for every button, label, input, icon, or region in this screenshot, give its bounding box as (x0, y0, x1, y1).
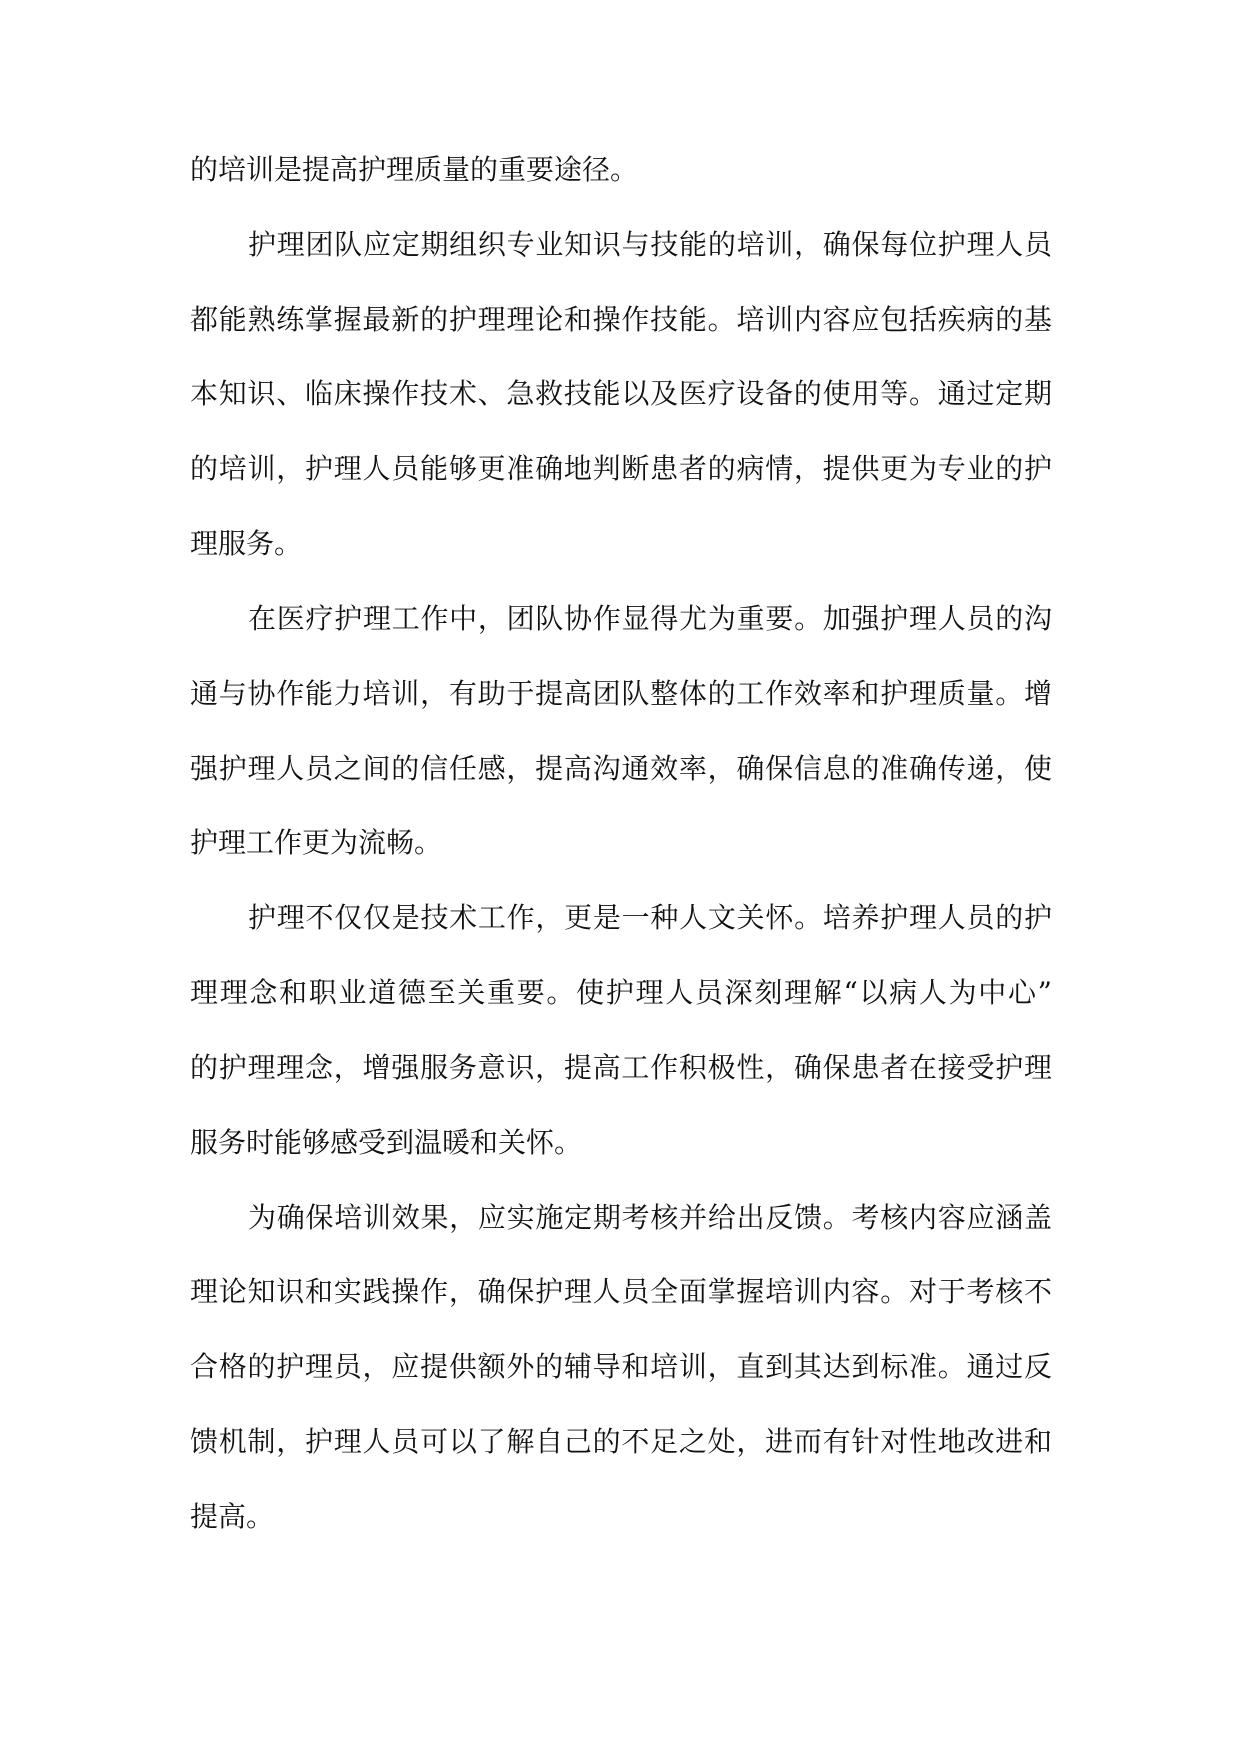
text-line: 理理念和职业道德至关重要。使护理人员深刻理解“以病人为中心” (190, 976, 1052, 1010)
text-line: 都能熟练掌握最新的护理理论和操作技能。培训内容应包括疾病的基 (190, 302, 1052, 336)
text-line: 护理不仅仅是技术工作，更是一种人文关怀。培养护理人员的护 (248, 901, 1052, 935)
text-line: 强护理人员之间的信任感，提高沟通效率，确保信息的准确传递，使 (190, 751, 1052, 785)
text-line: 护理团队应定期组织专业知识与技能的培训，确保每位护理人员 (248, 227, 1052, 261)
text-line: 合格的护理员，应提供额外的辅导和培训，直到其达到标准。通过反 (190, 1350, 1052, 1384)
text-line: 的培训，护理人员能够更准确地判断患者的病情，提供更为专业的护 (190, 452, 1052, 486)
text-line: 通与协作能力培训，有助于提高团队整体的工作效率和护理质量。增 (190, 676, 1052, 710)
text-line: 提高。 (190, 1499, 275, 1533)
text-line: 为确保培训效果，应实施定期考核并给出反馈。考核内容应涵盖 (248, 1200, 1052, 1234)
text-line: 服务时能够感受到温暖和关怀。 (190, 1125, 583, 1159)
text-line: 理论知识和实践操作，确保护理人员全面掌握培训内容。对于考核不 (190, 1275, 1052, 1309)
text-line: 的护理理念，增强服务意识，提高工作积极性，确保患者在接受护理 (190, 1050, 1052, 1084)
body-text (190, 133, 1052, 1555)
paragraph-assessment (190, 1181, 1052, 1555)
paragraph-humanistic-care (190, 881, 1052, 1180)
paragraph-training-content (190, 208, 1052, 582)
text-line: 本知识、临床操作技术、急救技能以及医疗设备的使用等。通过定期 (190, 377, 1052, 411)
text-line: 护理工作更为流畅。 (190, 826, 443, 860)
text-line: 馈机制，护理人员可以了解自己的不足之处，进而有针对性地改进和 (190, 1425, 1052, 1459)
paragraph-continued (190, 133, 1052, 208)
paragraph-teamwork (190, 582, 1052, 881)
text-line: 理服务。 (190, 527, 303, 561)
text-line: 在医疗护理工作中，团队协作显得尤为重要。加强护理人员的沟 (248, 601, 1052, 635)
text-line: 的培训是提高护理质量的重要途径。 (190, 153, 639, 186)
